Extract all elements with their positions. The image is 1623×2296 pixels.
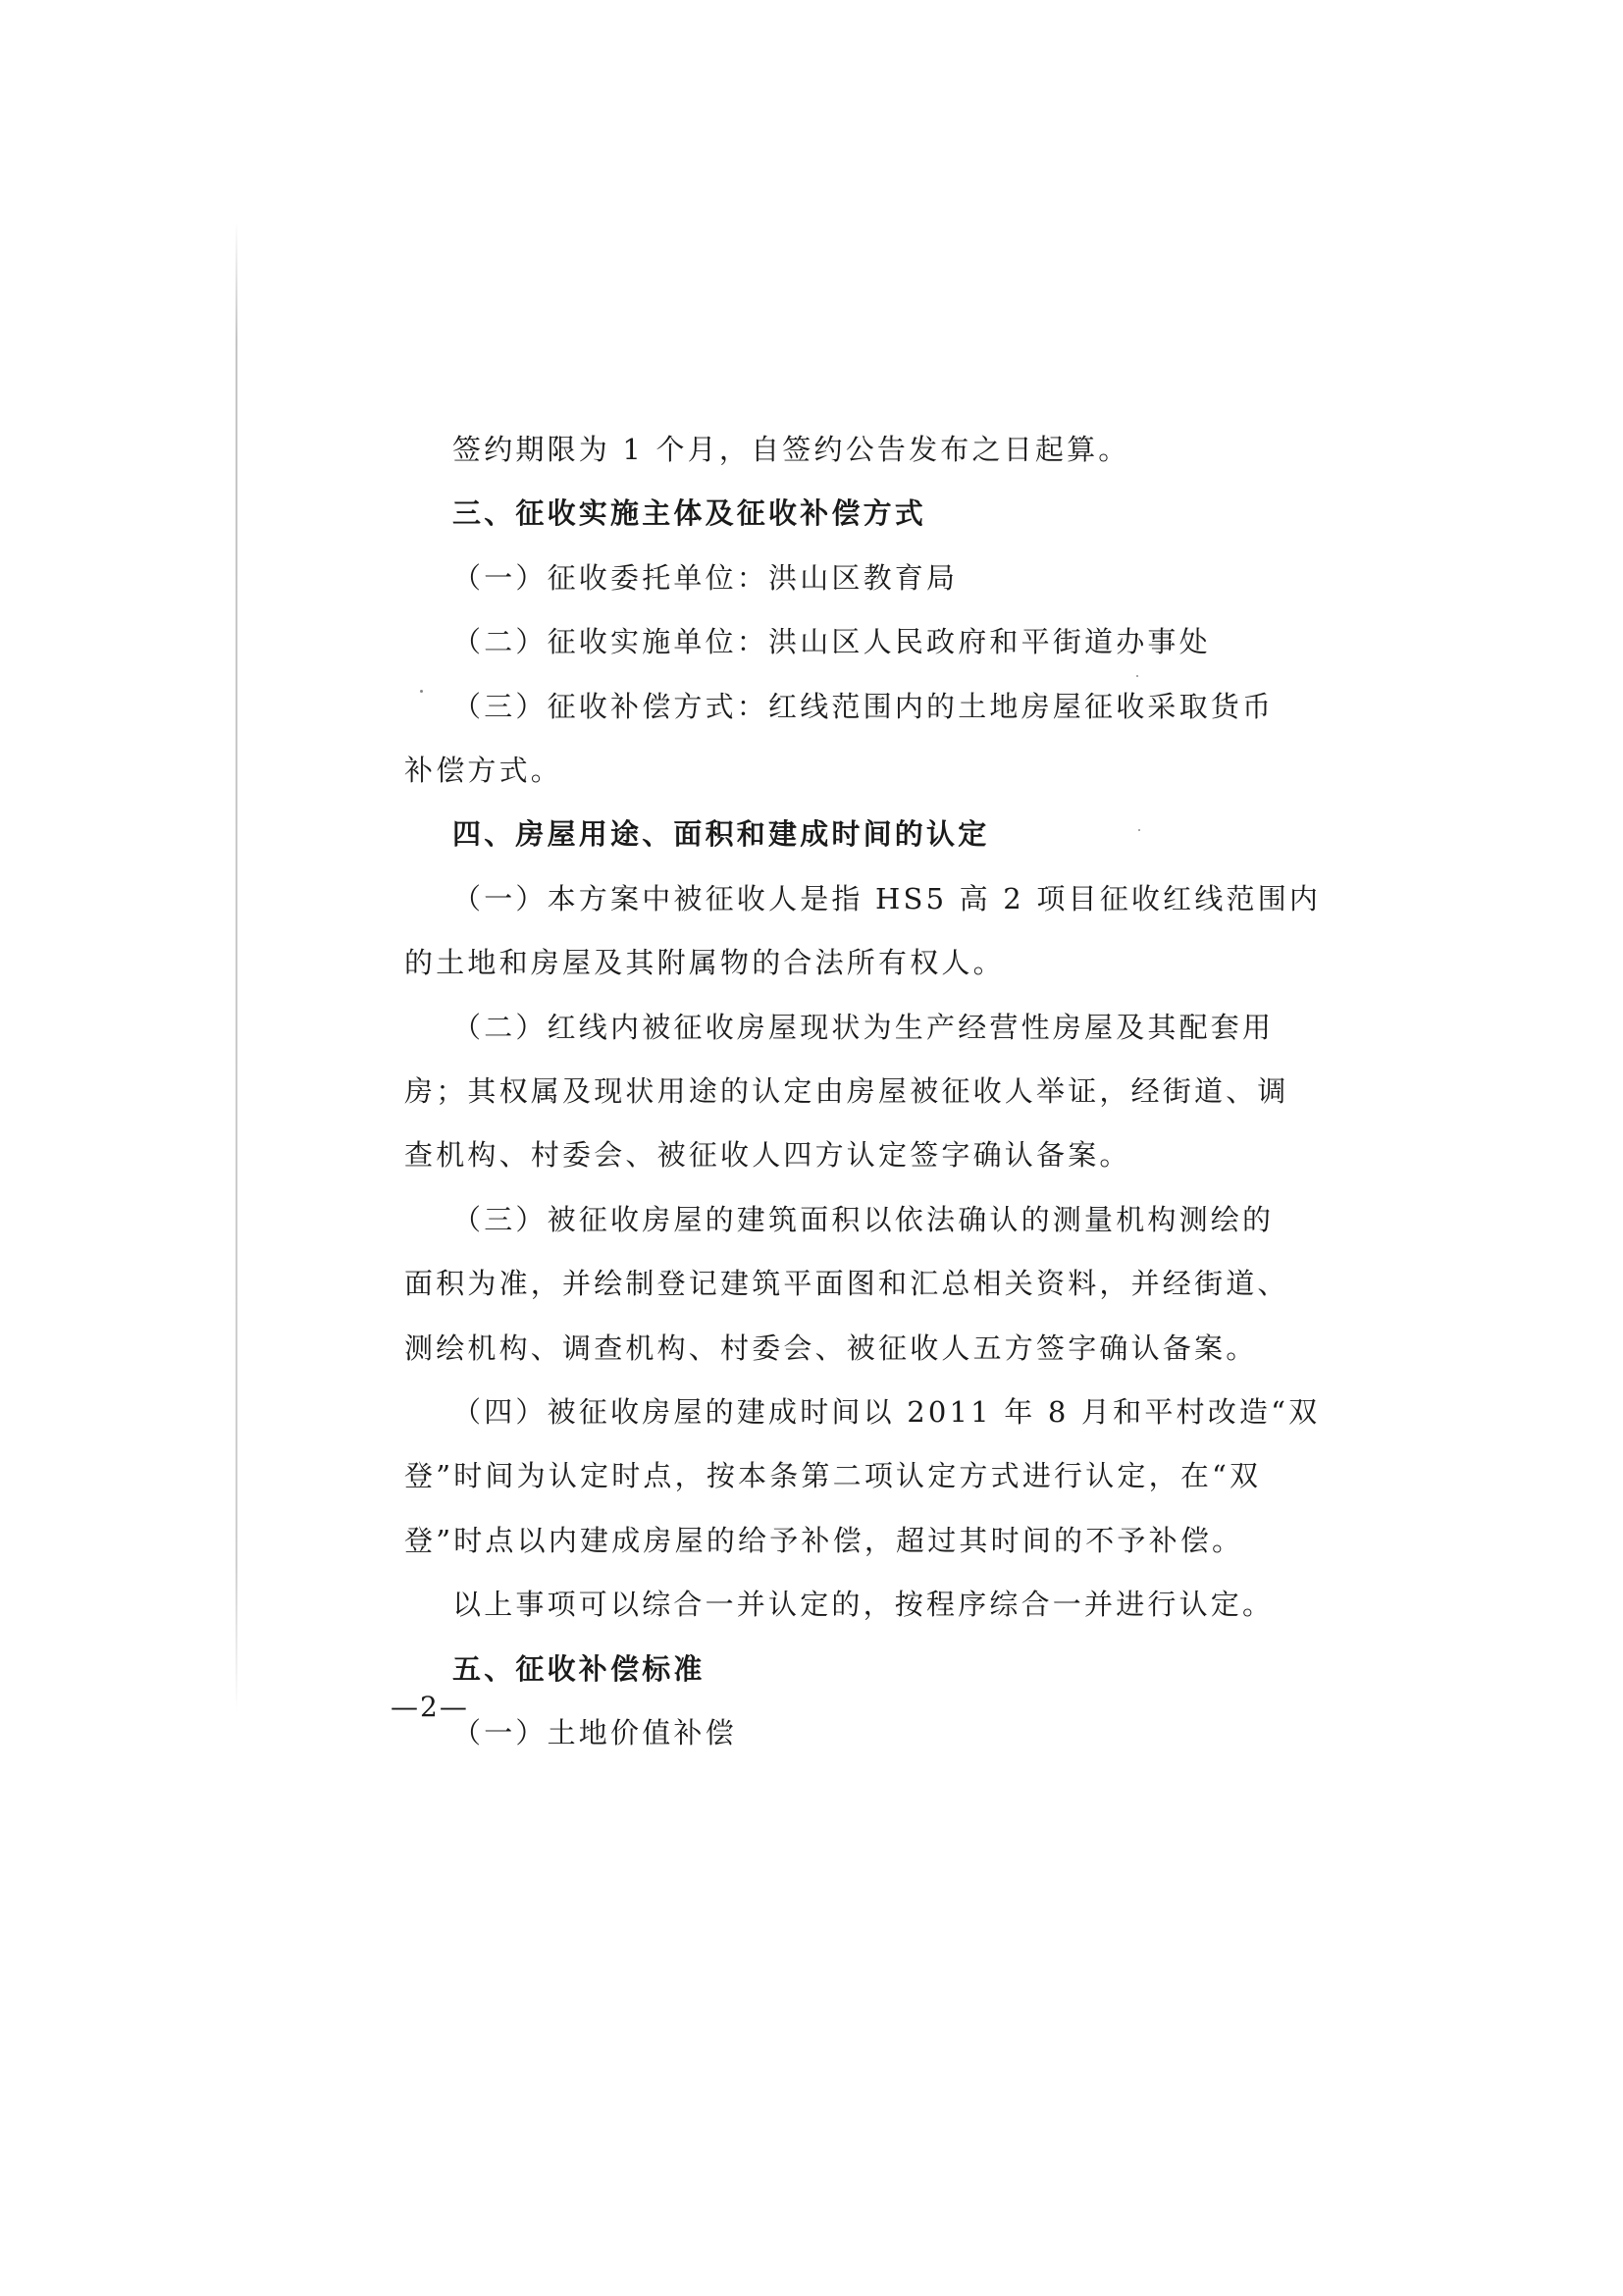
paragraph-line: 查机构、村委会、被征收人四方认定签字确认备案。 — [404, 1138, 1131, 1172]
paragraph-line: 面积为准，并绘制登记建筑平面图和汇总相关资料，并经街道、 — [404, 1267, 1289, 1300]
paragraph-line: 补偿方式。 — [404, 754, 563, 787]
paragraph-line: 签约期限为 1 个月，自签约公告发布之日起算。 — [452, 433, 1130, 466]
section-heading: 五、征收补偿标准 — [452, 1652, 706, 1686]
paragraph-line: （三）征收补偿方式：红线范围内的土地房屋征收采取货币 — [452, 690, 1275, 723]
paragraph-line: （四）被征收房屋的建成时间以 2011 年 8 月和平村改造“双 — [452, 1395, 1321, 1429]
paragraph-line: 的土地和房屋及其附属物的合法所有权人。 — [404, 946, 1005, 979]
page-number: —2— — [391, 1691, 469, 1723]
section-heading: 三、征收实施主体及征收补偿方式 — [452, 496, 927, 530]
paragraph-line: 登”时间为认定时点，按本条第二项认定方式进行认定，在“双 — [404, 1459, 1262, 1492]
paragraph-line: 测绘机构、调查机构、村委会、被征收人五方签字确认备案。 — [404, 1331, 1258, 1365]
paragraph-line: 以上事项可以综合一并认定的，按程序综合一并进行认定。 — [452, 1588, 1275, 1621]
scan-shadow-edge — [236, 221, 237, 1712]
paragraph-line: 房；其权属及现状用途的认定由房屋被征收人举证，经街道、调 — [404, 1074, 1289, 1108]
paragraph-line: 登”时点以内建成房屋的给予补偿，超过其时间的不予补偿。 — [404, 1524, 1244, 1557]
scan-speck — [1138, 829, 1140, 831]
scan-speck — [420, 690, 423, 693]
scan-speck — [1136, 675, 1138, 677]
paragraph-line: （三）被征收房屋的建筑面积以依法确认的测量机构测绘的 — [452, 1203, 1275, 1236]
paragraph-line: （一）征收委托单位：洪山区教育局 — [452, 561, 959, 595]
paragraph-line: （二）征收实施单位：洪山区人民政府和平街道办事处 — [452, 625, 1211, 658]
paragraph-line: （二）红线内被征收房屋现状为生产经营性房屋及其配套用 — [452, 1011, 1275, 1044]
paragraph-line: （一）本方案中被征收人是指 HS5 高 2 项目征收红线范围内 — [452, 882, 1322, 915]
paragraph-line: （一）土地价值补偿 — [452, 1716, 737, 1749]
section-heading: 四、房屋用途、面积和建成时间的认定 — [452, 817, 990, 851]
